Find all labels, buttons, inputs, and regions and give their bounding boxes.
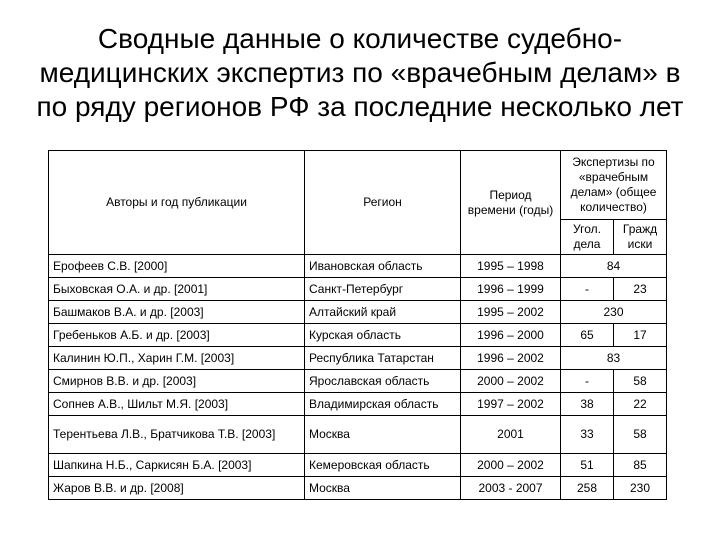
table-body: [49, 255, 667, 500]
header-period: Период времени (годы): [461, 151, 561, 255]
cell-period: 1996 – 2002: [461, 347, 561, 370]
cell-period: 1995 – 2002: [461, 301, 561, 324]
cell-authors: Башмаков В.А. и др. [2003]: [49, 301, 305, 324]
cell-authors: Калинин Ю.П., Харин Г.М. [2003]: [49, 347, 305, 370]
cell-total: 230: [561, 301, 667, 324]
cell-authors: Жаров В.В. и др. [2008]: [49, 477, 305, 500]
cell-civil: 58: [614, 416, 667, 454]
header-civil: Гражд иски: [614, 220, 667, 255]
cell-civil: 23: [614, 278, 667, 301]
title-line-1: Сводные данные о количестве судебно-: [97, 23, 623, 54]
cell-region: Республика Татарстан: [305, 347, 461, 370]
cell-region: Курская область: [305, 324, 461, 347]
cell-region: Владимирская область: [305, 393, 461, 416]
cell-civil: 85: [614, 454, 667, 477]
cell-authors: Шапкина Н.Б., Саркисян Б.А. [2003]: [49, 454, 305, 477]
cell-region: Алтайский край: [305, 301, 461, 324]
table-row: [49, 347, 667, 370]
cell-criminal: 65: [561, 324, 614, 347]
cell-criminal: 258: [561, 477, 614, 500]
cell-total: 84: [561, 255, 667, 278]
header-authors: Авторы и год публикации: [49, 151, 305, 255]
cell-authors: Терентьева Л.В., Братчикова Т.В. [2003]: [49, 416, 305, 454]
cell-period: 2003 - 2007: [461, 477, 561, 500]
cell-region: Ивановская область: [305, 255, 461, 278]
cell-authors: Смирнов В.В. и др. [2003]: [49, 370, 305, 393]
cell-civil: 17: [614, 324, 667, 347]
table-header: [49, 151, 667, 255]
cell-period: 2001: [461, 416, 561, 454]
cell-civil: 58: [614, 370, 667, 393]
table-row: [49, 416, 667, 454]
cell-region: Москва: [305, 477, 461, 500]
cell-period: 1997 – 2002: [461, 393, 561, 416]
cell-criminal: 38: [561, 393, 614, 416]
title-line-3: по ряду регионов РФ за последние несколько лет: [36, 91, 684, 122]
cell-authors: Сопнев А.В., Шильт М.Я. [2003]: [49, 393, 305, 416]
cell-civil: 230: [614, 477, 667, 500]
cell-criminal: -: [561, 370, 614, 393]
expertise-table: [48, 150, 667, 500]
table-row: [49, 324, 667, 347]
cell-period: 1996 – 2000: [461, 324, 561, 347]
cell-criminal: -: [561, 278, 614, 301]
table-row: [49, 255, 667, 278]
cell-region: Ярославская область: [305, 370, 461, 393]
cell-civil: 22: [614, 393, 667, 416]
cell-period: 2000 – 2002: [461, 454, 561, 477]
table-row: [49, 454, 667, 477]
page-title: [0, 22, 720, 124]
table-row: [49, 301, 667, 324]
cell-authors: Быховская О.А. и др. [2001]: [49, 278, 305, 301]
cell-criminal: 33: [561, 416, 614, 454]
table-row: [49, 393, 667, 416]
table-row: [49, 278, 667, 301]
cell-region: Санкт-Петербург: [305, 278, 461, 301]
cell-period: 1995 – 1998: [461, 255, 561, 278]
header-criminal: Угол. дела: [561, 220, 614, 255]
cell-criminal: 51: [561, 454, 614, 477]
cell-period: 2000 – 2002: [461, 370, 561, 393]
cell-authors: Ерофеев С.В. [2000]: [49, 255, 305, 278]
cell-region: Москва: [305, 416, 461, 454]
cell-authors: Гребеньков А.Б. и др. [2003]: [49, 324, 305, 347]
table-row: [49, 477, 667, 500]
header-expertises: Экспертизы по «врачебным делам» (общее количество): [561, 151, 667, 220]
cell-period: 1996 – 1999: [461, 278, 561, 301]
title-line-2: медицинских экспертиз по «врачебным делам» в: [39, 57, 681, 88]
cell-total: 83: [561, 347, 667, 370]
table-row: [49, 370, 667, 393]
header-region: Регион: [305, 151, 461, 255]
cell-region: Кемеровская область: [305, 454, 461, 477]
